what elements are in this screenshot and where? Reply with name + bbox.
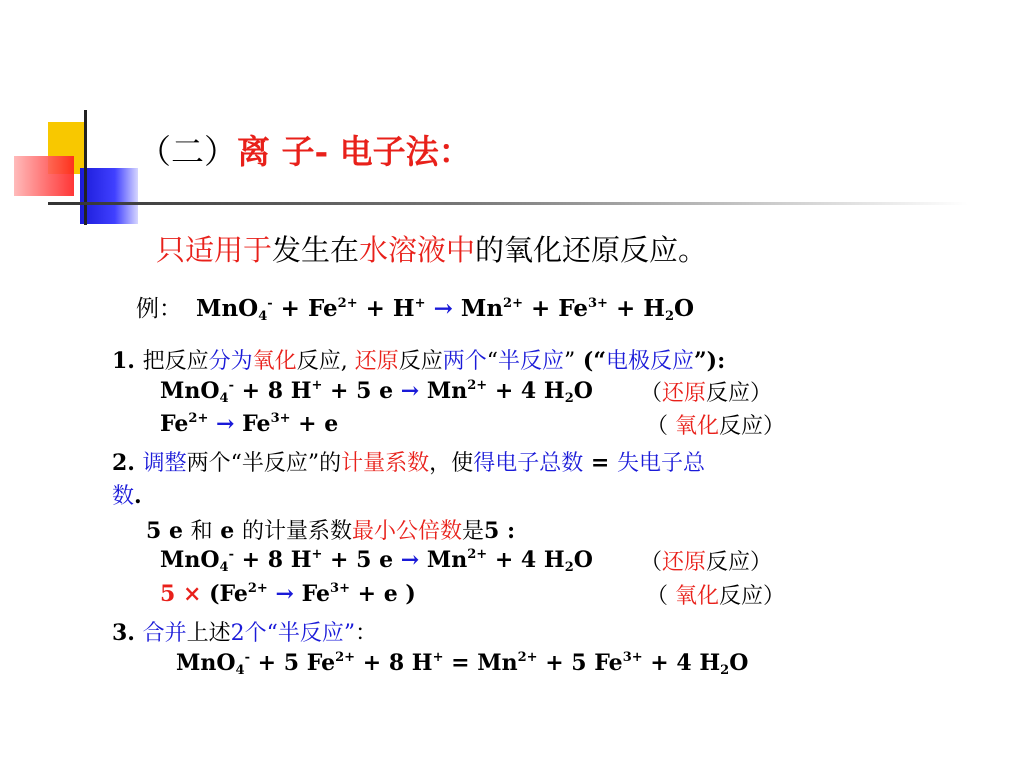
eq-text: + 5 e (322, 547, 401, 573)
eq-sup: 3+ (622, 650, 643, 665)
tag-paren: （ (640, 550, 663, 575)
eq-sup: 2+ (503, 296, 523, 311)
tag-paren: （ (646, 584, 675, 609)
eq-text: (Fe (201, 581, 248, 607)
step-text: = (583, 450, 617, 476)
step-highlight: 数 (112, 484, 135, 509)
eq-text: + Fe (272, 295, 338, 322)
eq-sup: - (244, 650, 250, 665)
eq-text: Mn (419, 378, 468, 404)
eq-sub: 4 (219, 391, 229, 406)
step-text: . (134, 483, 142, 509)
reduction-half-reaction-2 (160, 547, 593, 573)
step-number: 3. (112, 620, 143, 646)
oxidation-tag-2 (646, 579, 785, 610)
eq-sup: 2+ (335, 650, 356, 665)
step-highlight: 调整 (142, 451, 187, 476)
intro-highlight-2: 水溶液中 (359, 233, 476, 267)
times-symbol: × (182, 581, 202, 607)
oxidation-tag (646, 409, 785, 440)
intro-text-1: 发生在 (272, 233, 360, 267)
eq-text: O (729, 650, 749, 676)
eq-text: O (674, 295, 695, 322)
eq-text: MnO (160, 378, 220, 404)
step-text: 两个“半反应”的 (186, 451, 342, 476)
step-highlight: 最小公倍数 (351, 519, 462, 544)
eq-text: Fe (301, 581, 331, 607)
step-text: 5 e (146, 518, 191, 544)
step-highlight: 分为 (208, 349, 253, 374)
step-text: 5 : (484, 518, 516, 544)
eq-sub: 2 (664, 309, 675, 324)
eq-sub: 4 (258, 309, 268, 324)
tag-highlight: 还原 (662, 550, 707, 575)
eq-sup: 3+ (588, 296, 608, 311)
step-highlight: 氧化 (252, 349, 297, 374)
eq-sup: 2+ (247, 581, 268, 596)
tag-paren: （ (646, 414, 675, 439)
step-text: 上述 (186, 621, 231, 646)
eq-sup: - (228, 547, 234, 562)
eq-text: MnO (176, 650, 236, 676)
step-text: 是 (462, 519, 485, 544)
step-highlight: 电极反应 (605, 349, 694, 374)
eq-sup: + (311, 547, 323, 562)
eq-text: Mn (419, 547, 468, 573)
eq-sup: + (414, 296, 426, 311)
eq-text: + H (357, 295, 415, 322)
eq-sup: 2+ (467, 547, 488, 562)
eq-text: + e ) (349, 581, 416, 607)
step-highlight: 还原 (354, 349, 399, 374)
step-text: 反应 (398, 349, 443, 374)
eq-sup: 2+ (188, 411, 209, 426)
eq-text: + 8 H (233, 547, 312, 573)
example-equation (136, 290, 694, 323)
step-text: 的计量系数 (241, 519, 352, 544)
eq-sup: + (311, 378, 323, 393)
eq-sup: 3+ (330, 581, 350, 596)
arrow-symbol: → (208, 411, 243, 437)
eq-sub: 4 (235, 663, 245, 678)
eq-sup: 2+ (467, 378, 488, 393)
eq-text: + 5 Fe (249, 650, 336, 676)
title-prefix: （二） (138, 132, 237, 171)
tag-highlight: 氧化 (675, 584, 720, 609)
eq-text: + 4 H (487, 547, 565, 573)
eq-text: = Mn (443, 650, 518, 676)
step-1 (112, 344, 725, 375)
lcm-line (146, 514, 515, 545)
tag-highlight: 氧化 (675, 414, 720, 439)
eq-text: Mn (460, 295, 504, 322)
slide-title (138, 126, 472, 173)
eq-text: Fe (242, 411, 271, 437)
step-text: ” (564, 349, 576, 374)
eq-text: + e (290, 411, 339, 437)
step-text: ： (355, 621, 378, 646)
eq-sup: 2+ (517, 650, 538, 665)
eq-text: MnO (160, 547, 220, 573)
intro-highlight-1: 只适用于 (156, 233, 273, 267)
step-text: “ (486, 349, 498, 374)
eq-sup: 2+ (337, 296, 358, 311)
step-text: (“ (575, 348, 606, 374)
eq-sub: 2 (564, 560, 574, 575)
arrow-symbol: → (425, 295, 461, 322)
eq-text: + 5 e (322, 378, 401, 404)
step-text: 和 (190, 519, 213, 544)
step-number: 1. (112, 348, 143, 374)
example-label: 例： (136, 296, 182, 322)
decor-horizontal-line (48, 202, 968, 205)
eq-sup: - (267, 296, 273, 311)
step-text: 把反应 (142, 349, 209, 374)
step-highlight: 2个“半反应” (230, 621, 356, 646)
arrow-symbol: → (400, 547, 420, 573)
step-2 (112, 446, 705, 477)
eq-text: + H (607, 295, 665, 322)
eq-text: + 4 H (487, 378, 565, 404)
step-3 (112, 616, 377, 647)
step-highlight: 合并 (142, 621, 187, 646)
eq-text: + 5 Fe (537, 650, 623, 676)
eq-sup: + (432, 650, 444, 665)
arrow-symbol: → (400, 378, 420, 404)
reduction-tag (640, 376, 772, 407)
decor-red-block (14, 156, 74, 196)
eq-sub: 2 (720, 663, 730, 678)
eq-sub: 2 (564, 391, 574, 406)
coefficient: 5 (160, 581, 183, 607)
tag-text: 反应） (706, 550, 773, 575)
step-highlight: 失电子总 (616, 451, 705, 476)
step-text: ，使 (429, 451, 474, 476)
tag-text: 反应） (719, 414, 786, 439)
eq-sub: 4 (219, 560, 229, 575)
step-highlight: 得电子总数 (473, 451, 584, 476)
eq-sup: - (228, 378, 234, 393)
step-highlight: 两个 (442, 349, 487, 374)
tag-paren: （ (640, 381, 663, 406)
step-number: 2. (112, 450, 143, 476)
decor-vertical-line (84, 110, 87, 225)
step-text: e (212, 518, 242, 544)
intro-text-2: 的氧化还原反应。 (475, 233, 708, 267)
eq-text: + 8 H (355, 650, 433, 676)
reduction-half-reaction (160, 378, 593, 404)
step-highlight: 计量系数 (341, 451, 430, 476)
eq-text: O (573, 547, 593, 573)
step-text: ”): (694, 348, 726, 374)
eq-text: O (573, 378, 593, 404)
title-main: 离 子- 电子法： (237, 132, 472, 171)
eq-text: Fe (160, 411, 189, 437)
reduction-tag-2 (640, 545, 772, 576)
tag-highlight: 还原 (662, 381, 707, 406)
arrow-symbol: → (267, 581, 302, 607)
tag-text: 反应） (706, 381, 773, 406)
eq-sup: 3+ (270, 411, 291, 426)
eq-text: + 8 H (233, 378, 312, 404)
decor-blue-block (80, 168, 138, 224)
intro-line (156, 228, 707, 269)
oxidation-times-five (160, 581, 416, 607)
eq-text: + Fe (523, 295, 588, 322)
tag-text: 反应） (719, 584, 786, 609)
step-text: 反应, (296, 349, 355, 374)
eq-text: + 4 H (642, 650, 721, 676)
eq-text: MnO (196, 295, 259, 322)
oxidation-half-reaction (160, 411, 338, 437)
step-2-continued (112, 479, 142, 510)
final-equation (176, 650, 748, 676)
step-highlight: 半反应 (497, 349, 564, 374)
